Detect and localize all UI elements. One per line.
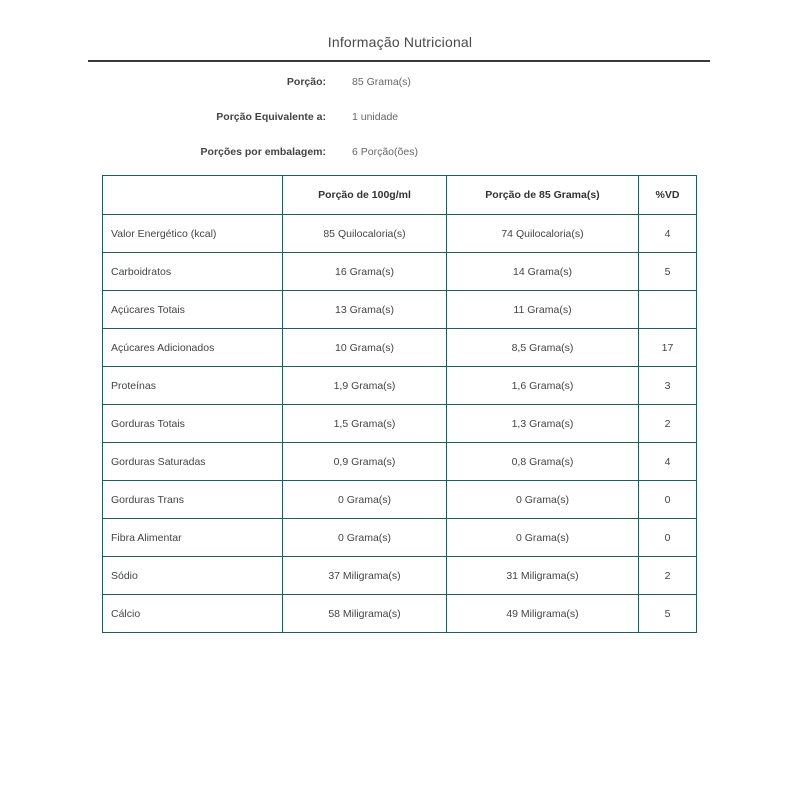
- nutrient-name: Açúcares Totais: [103, 291, 283, 329]
- table-row: [103, 367, 697, 405]
- value-per-portion: 74 Quilocaloria(s): [447, 215, 639, 253]
- value-per-100: 58 Miligrama(s): [283, 595, 447, 633]
- header-per-portion: Porção de 85 Grama(s): [447, 176, 639, 215]
- value-per-100: 85 Quilocaloria(s): [283, 215, 447, 253]
- value-per-100: 13 Grama(s): [283, 291, 447, 329]
- title-divider: [88, 60, 710, 62]
- table-row: [103, 253, 697, 291]
- nutrient-name: Gorduras Trans: [103, 481, 283, 519]
- nutrient-name: Carboidratos: [103, 253, 283, 291]
- value-per-100: 10 Grama(s): [283, 329, 447, 367]
- value-per-portion: 14 Grama(s): [447, 253, 639, 291]
- value-per-portion: 1,6 Grama(s): [447, 367, 639, 405]
- header-per-100: Porção de 100g/ml: [283, 176, 447, 215]
- nutrient-name: Sódio: [103, 557, 283, 595]
- meta-label: Porção:: [286, 76, 326, 88]
- meta-value: 85 Grama(s): [352, 76, 411, 88]
- table-row: [103, 519, 697, 557]
- value-vd: 0: [639, 519, 697, 557]
- meta-label: Porções por embalagem:: [200, 146, 326, 158]
- table-row: [103, 215, 697, 253]
- value-per-portion: 8,5 Grama(s): [447, 329, 639, 367]
- value-vd: 5: [639, 253, 697, 291]
- value-per-portion: 11 Grama(s): [447, 291, 639, 329]
- nutrient-name: Gorduras Totais: [103, 405, 283, 443]
- value-vd: 0: [639, 481, 697, 519]
- table-row: [103, 329, 697, 367]
- meta-value: 6 Porção(ões): [352, 146, 418, 158]
- value-vd: 2: [639, 405, 697, 443]
- nutrient-name: Proteínas: [103, 367, 283, 405]
- nutrition-table: [102, 175, 697, 633]
- value-per-portion: 0 Grama(s): [447, 519, 639, 557]
- value-per-portion: 0,8 Grama(s): [447, 443, 639, 481]
- value-vd: 2: [639, 557, 697, 595]
- value-vd: 3: [639, 367, 697, 405]
- table-header-row: [103, 176, 697, 215]
- value-vd: 4: [639, 215, 697, 253]
- value-vd: 4: [639, 443, 697, 481]
- value-per-100: 37 Miligrama(s): [283, 557, 447, 595]
- value-vd: [639, 291, 697, 329]
- table-row: [103, 557, 697, 595]
- page-title: Informação Nutricional: [327, 34, 473, 50]
- meta-label: Porção Equivalente a:: [216, 111, 326, 123]
- table-row: [103, 443, 697, 481]
- header-nutrient: [103, 176, 283, 215]
- meta-row-portion: [0, 76, 800, 96]
- meta-row-equivalent: [0, 111, 800, 131]
- value-per-100: 0,9 Grama(s): [283, 443, 447, 481]
- table-row: [103, 481, 697, 519]
- nutrient-name: Açúcares Adicionados: [103, 329, 283, 367]
- value-per-100: 0 Grama(s): [283, 481, 447, 519]
- value-per-100: 0 Grama(s): [283, 519, 447, 557]
- nutrient-name: Cálcio: [103, 595, 283, 633]
- value-per-100: 16 Grama(s): [283, 253, 447, 291]
- meta-value: 1 unidade: [352, 111, 399, 123]
- nutrient-name: Valor Energético (kcal): [103, 215, 283, 253]
- header-vd: %VD: [639, 176, 697, 215]
- value-per-portion: 0 Grama(s): [447, 481, 639, 519]
- nutrient-name: Gorduras Saturadas: [103, 443, 283, 481]
- meta-row-per-package: [0, 146, 800, 166]
- value-per-portion: 1,3 Grama(s): [447, 405, 639, 443]
- table-row: [103, 405, 697, 443]
- value-vd: 17: [639, 329, 697, 367]
- value-per-100: 1,9 Grama(s): [283, 367, 447, 405]
- value-per-portion: 49 Miligrama(s): [447, 595, 639, 633]
- table-row: [103, 291, 697, 329]
- value-per-100: 1,5 Grama(s): [283, 405, 447, 443]
- table-row: [103, 595, 697, 633]
- value-per-portion: 31 Miligrama(s): [447, 557, 639, 595]
- nutrient-name: Fibra Alimentar: [103, 519, 283, 557]
- value-vd: 5: [639, 595, 697, 633]
